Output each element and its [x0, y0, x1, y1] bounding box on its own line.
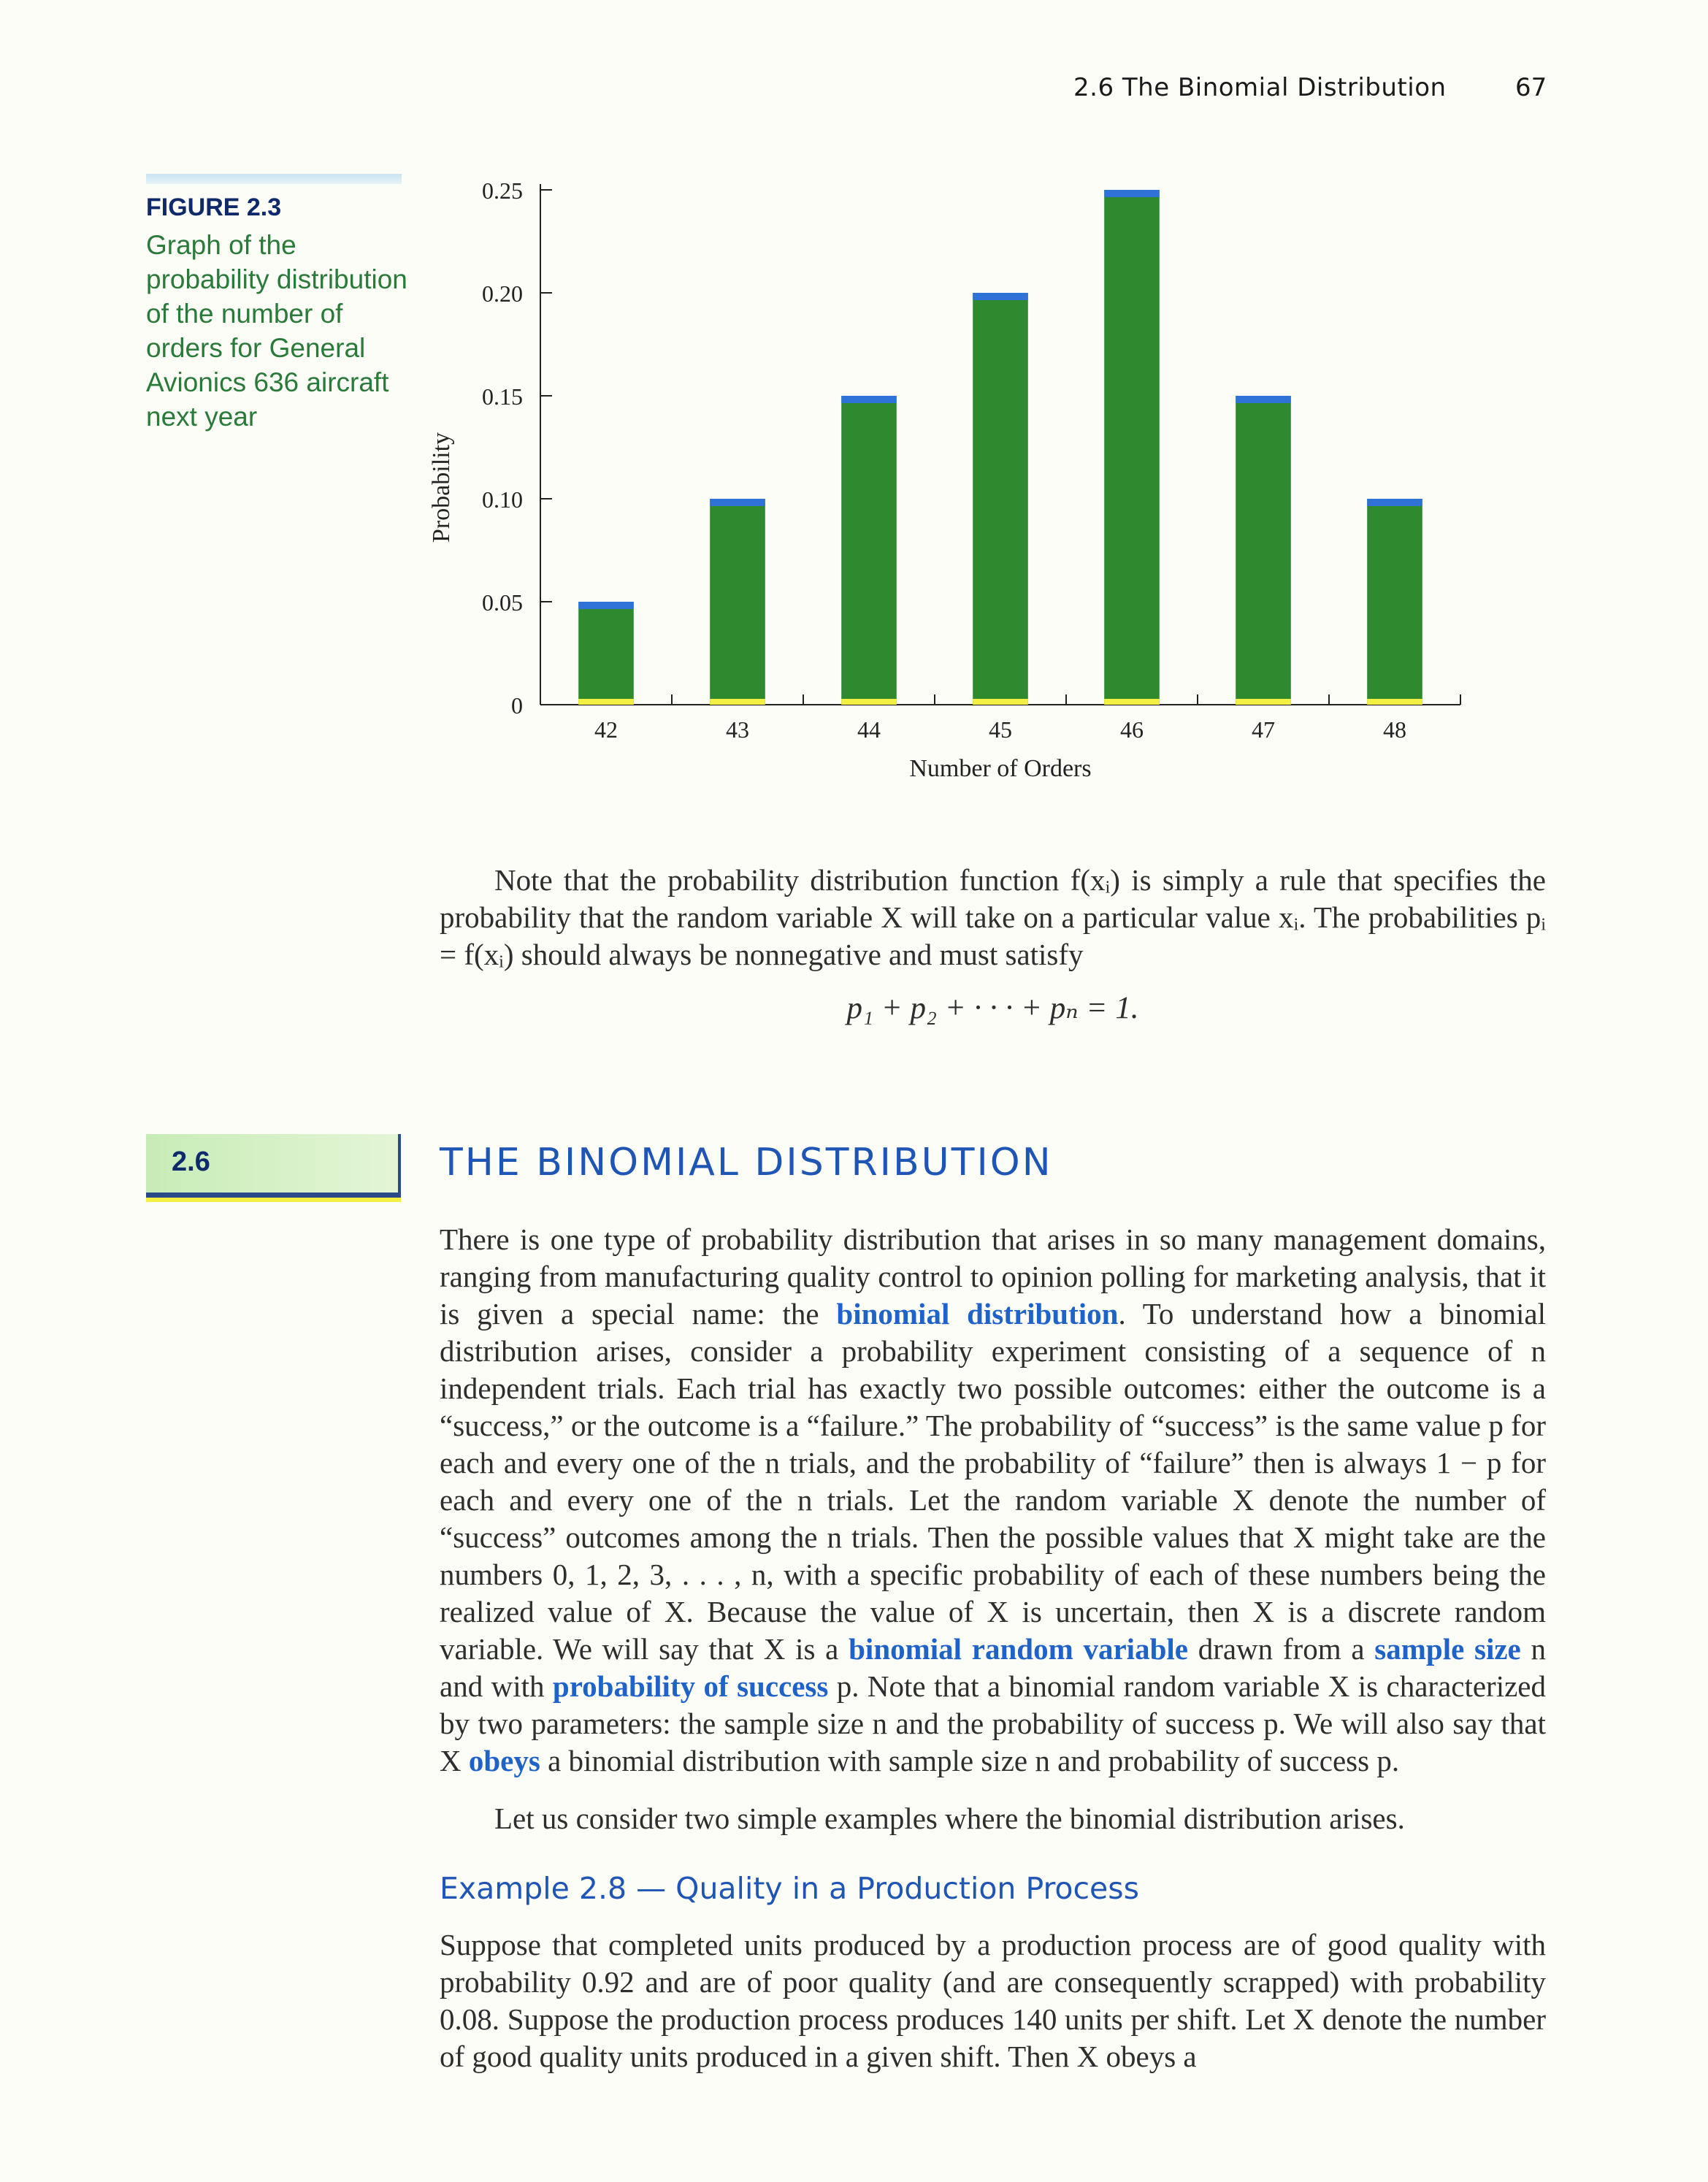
text-run: n and with — [440, 1632, 1547, 1703]
section-paragraph-2: Let us consider two simple examples where the binomial distribution arises. — [494, 1802, 1405, 1835]
example-heading: Example 2.8 — Quality in a Production Process — [440, 1871, 1139, 1906]
bar — [1367, 499, 1422, 705]
text-run: a binomial distribution with sample size n and probability of success p. — [540, 1744, 1400, 1777]
y-axis-label: Probability — [428, 432, 455, 543]
y-tick-label: 0.10 — [482, 486, 523, 513]
sum-equation: p₁ + p₂ + · · · + pₙ = 1. — [846, 991, 1139, 1025]
probability-bar-chart — [409, 168, 1519, 803]
section-number: 2.6 — [172, 1146, 210, 1177]
x-tick-label: 46 — [1120, 716, 1144, 743]
bar — [578, 602, 634, 705]
bar-top-cap — [973, 293, 1028, 300]
bar — [973, 293, 1028, 705]
bar — [710, 499, 765, 705]
x-tick-label: 47 — [1252, 716, 1275, 743]
section-box-highlight — [146, 1198, 401, 1202]
bar-top-cap — [1236, 396, 1291, 403]
term-binomial-random-variable: binomial random variable — [849, 1632, 1188, 1666]
running-head: 2.6 The Binomial Distribution — [1073, 73, 1447, 102]
x-axis-label: Number of Orders — [909, 755, 1092, 782]
caption-rule — [146, 174, 402, 184]
bar-top-cap — [710, 499, 765, 506]
section-box-rule — [146, 1193, 401, 1198]
bar-base-highlight — [973, 699, 1028, 705]
term-obeys: obeys — [468, 1744, 540, 1777]
text-run: p. Note that a binomial random variable X is characterized by two parameters: the sample size n and the probability of success p. We will also say that X — [440, 1669, 1546, 1777]
y-tick-label: 0.25 — [482, 177, 523, 204]
page-number: 67 — [1515, 73, 1547, 102]
term-probability-of-success: probability of success — [552, 1669, 829, 1703]
x-tick-label: 44 — [857, 716, 881, 743]
y-tick-label: 0.15 — [482, 383, 523, 410]
figure-caption: Graph of the probability distribution of the number of orders for General Avionics 636 aircraft next year — [146, 230, 407, 432]
intro-paragraph: Note that the probability distribution function f(xᵢ) is simply a rule that specifies the probability that the random variable X will take on a particular value xᵢ. The probabilities pᵢ = f(xᵢ) should always be nonnegative and must satisfy — [440, 863, 1546, 971]
section-paragraph-1 — [440, 1221, 1546, 1780]
text-run: There is one type of probability distribution that arises in so many management domains, ranging from manufacturing quality control to opinion polling for marketing analysis, that it is given a special name: the — [440, 1222, 1546, 1331]
text-run: drawn from a — [1187, 1632, 1375, 1666]
bar — [841, 396, 897, 705]
bar-top-cap — [841, 396, 897, 403]
y-tick-label: 0.20 — [482, 280, 523, 307]
example-paragraph: Suppose that completed units produced by a production process are of good quality with probability 0.92 and are of poor quality (and are consequently scrapped) with probability 0.08. Suppose the production process produces 140 units per shift. Let X denote the number of good quality units produced in a given shift. Then X obeys a — [440, 1928, 1546, 2073]
section-title: THE BINOMIAL DISTRIBUTION — [440, 1141, 1053, 1184]
bar — [1236, 396, 1291, 705]
term-sample-size: sample size — [1374, 1632, 1521, 1666]
bar-base-highlight — [841, 699, 897, 705]
bar-base-highlight — [578, 699, 634, 705]
bar-top-cap — [578, 602, 634, 609]
bar-base-highlight — [1367, 699, 1422, 705]
y-tick-label: 0 — [511, 692, 523, 719]
term-binomial-distribution: binomial distribution — [836, 1297, 1119, 1331]
bar-base-highlight — [710, 699, 765, 705]
text-run: . To understand how a binomial distribution arises, consider a probability experiment consisting of a sequence of n independent trials. Each trial has exactly two possible outcomes: either the outcome is a “success,” or the outcome is a “failure.” The probability of “success” is the same value p for each and every one of the n trials, and the probability of “failure” then is always 1 − p for each and every one of the n trials. Let the random variable X denote the number of “success” outcomes among the n trials. Then the possible values that X might take are the numbers 0, 1, 2, 3, . . . , n, with a specific probability of each of these numbers being the realized value of X. Because the value of X is uncertain, then X is a discrete random variable. We will say that X is a — [440, 1297, 1547, 1666]
bar-top-cap — [1104, 190, 1160, 197]
x-tick-label: 45 — [989, 716, 1012, 743]
figure-label: FIGURE 2.3 — [146, 194, 282, 221]
bar-top-cap — [1367, 499, 1422, 506]
bar-base-highlight — [1236, 699, 1291, 705]
bar — [1104, 190, 1160, 705]
bar-base-highlight — [1104, 699, 1160, 705]
y-tick-label: 0.05 — [482, 589, 523, 616]
x-tick-label: 48 — [1383, 716, 1406, 743]
chart-bars — [578, 190, 1422, 705]
x-tick-label: 43 — [726, 716, 749, 743]
x-tick-label: 42 — [594, 716, 618, 743]
